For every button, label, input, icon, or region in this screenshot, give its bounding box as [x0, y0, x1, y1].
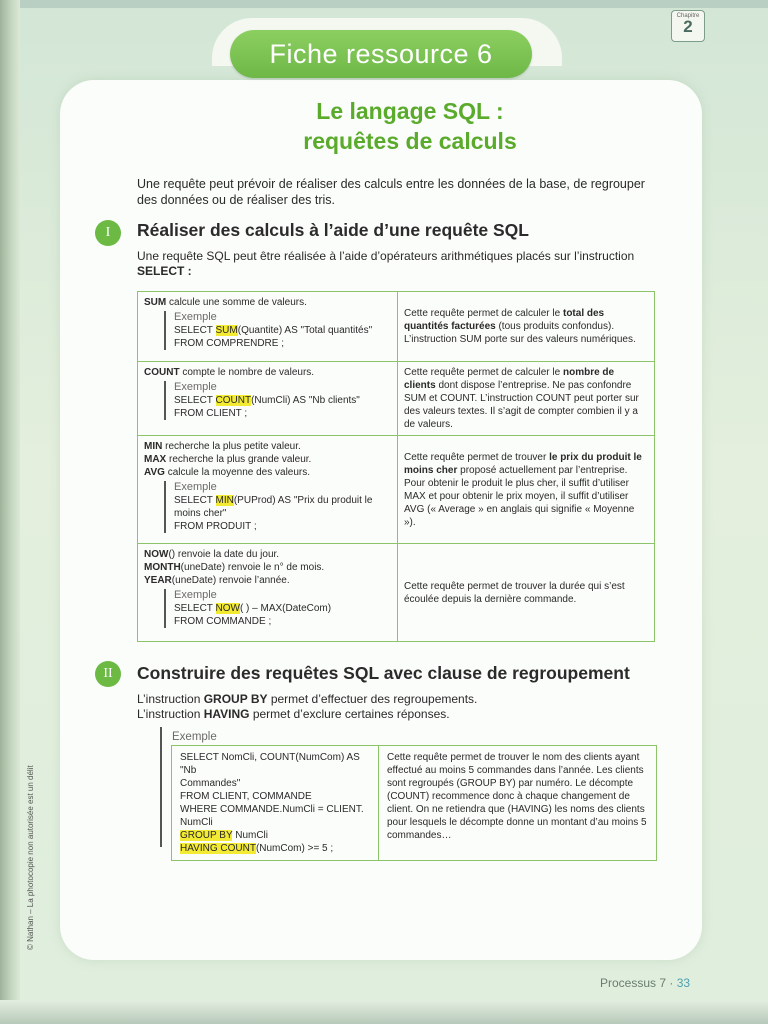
- line-2-text-a: L’instruction: [137, 707, 204, 721]
- group-by-example-row: [172, 746, 657, 861]
- select-rest: (Quantite) AS "Total quantités": [237, 325, 373, 336]
- copyright-notice: © Nathan – La photocopie non autorisée est un délit: [26, 765, 35, 950]
- example-block: [164, 481, 391, 533]
- example-2-label: Exemple: [172, 731, 217, 743]
- function-keyword: AVG: [144, 467, 165, 478]
- function-description: (uneDate) renvoie l’année.: [171, 575, 290, 586]
- function-keyword: MIN: [144, 441, 163, 452]
- page-top-edge: [20, 0, 768, 8]
- having-count-highlight: HAVING COUNT: [180, 843, 256, 854]
- function-definition-cell: [138, 362, 398, 436]
- explanation-text: Cette requête permet de trouver la durée qui s’est écoulée depuis la dernière commande.: [404, 580, 625, 605]
- group-by-code-cell: [172, 746, 379, 861]
- code-line-6: [180, 829, 370, 842]
- line-2-text-c: permet d’exclure certaines réponses.: [249, 707, 450, 721]
- sql-functions-table-body: [138, 292, 655, 642]
- function-explanation-cell: [398, 436, 655, 544]
- function-keyword: MONTH: [144, 562, 181, 573]
- select-keyword: SELECT: [174, 603, 216, 614]
- resource-sheet-title: Fiche ressource 6: [230, 30, 532, 78]
- explanation-text-end: proposé actuellement par l’entreprise. Pour obtenir le produit le plus cher, il suffit d’utiliser MAX et pour obtenir le prix moyen, il suffit d’utiliser AVG (« Average » en anglais qui signifie « Moyenne »).: [404, 464, 635, 528]
- function-description: (uneDate) renvoie le n° de mois.: [180, 562, 325, 573]
- code-line-1: SELECT NomCli, COUNT(NumCom) AS "Nb: [180, 752, 360, 776]
- function-highlight: COUNT: [215, 395, 252, 406]
- function-description: calcule la moyenne des valeurs.: [164, 467, 311, 478]
- sql-functions-table: [137, 291, 655, 642]
- line-1-text-a: L’instruction: [137, 692, 204, 706]
- example-from-line: FROM COMPRENDRE ;: [174, 338, 284, 349]
- function-explanation-cell: [398, 292, 655, 362]
- chapter-badge: [671, 10, 705, 42]
- group-by-explanation-cell: Cette requête permet de trouver le nom des clients ayant effectué au moins 5 commandes dans l’année. Les clients sont regroupés (GROUP BY) par numéro. Le décompte (COUNT) recommence donc à chaque changement de client. On ne retiendra que (HAVING) les noms des clients pour lesquels le décompte donne un montant d’au moins 5 commandes…: [379, 746, 657, 861]
- example-label: Exemple: [174, 311, 217, 323]
- section-2-lines: [137, 692, 662, 722]
- function-definition: [144, 296, 391, 309]
- function-highlight: MIN: [215, 495, 234, 506]
- section-2-line-2: [137, 707, 662, 722]
- explanation-text: Cette requête permet de calculer le: [404, 367, 563, 378]
- example-from-line: FROM CLIENT ;: [174, 408, 248, 419]
- line-2-keyword: HAVING: [203, 707, 250, 721]
- example-select-line: [174, 324, 391, 337]
- section-2-badge: II: [95, 661, 121, 687]
- intro-paragraph: Une requête peut prévoir de réaliser des calculs entre les données de la base, de regrouper des données ou de réaliser des tris.: [137, 177, 645, 207]
- function-definition: [144, 453, 391, 466]
- function-row: [138, 292, 655, 362]
- example-label: Exemple: [174, 589, 217, 601]
- function-explanation-cell: [398, 544, 655, 642]
- section-2-line-1: [137, 692, 662, 707]
- example-block: [164, 311, 391, 350]
- chapter-number: 2: [683, 17, 693, 36]
- function-definition: [144, 366, 391, 379]
- page-title: [160, 96, 660, 156]
- code-line-4: WHERE COMMANDE.NumCli = CLIENT.: [180, 804, 364, 815]
- line-1-text-c: permet d’effectuer des regroupements.: [267, 692, 478, 706]
- select-keyword: SELECT: [174, 495, 216, 506]
- explanation-text-end: dont dispose l’entreprise. Ne pas confondre SUM et COUNT. L’instruction COUNT peut porter sur des valeurs textes. Il s’agit de compter combien il y a de valeurs.: [404, 380, 639, 430]
- function-description: calcule une somme de valeurs.: [166, 297, 307, 308]
- explanation-emphasis: total des quantités facturées: [404, 308, 605, 332]
- code-line-5: NumCli: [180, 817, 213, 828]
- code-line-3: FROM CLIENT, COMMANDE: [180, 791, 312, 802]
- section-1-intro-text: Une requête SQL peut être réalisée à l’aide d’opérateurs arithmétiques placés sur l’instruction: [137, 249, 635, 263]
- function-description: recherche la plus grande valeur.: [166, 454, 312, 465]
- select-keyword: SELECT: [174, 325, 216, 336]
- section-1-intro-keyword: SELECT :: [137, 264, 192, 278]
- example-select-line: [174, 394, 391, 407]
- example-block: [164, 381, 391, 420]
- example-select-line: [174, 602, 391, 615]
- example-label: Exemple: [174, 381, 217, 393]
- function-definition-cell: [138, 544, 398, 642]
- page-footer: [600, 976, 690, 990]
- select-rest: (PUProd) AS "Prix du produit le moins cher": [174, 495, 373, 519]
- function-description: compte le nombre de valeurs.: [179, 367, 315, 378]
- function-definition: [144, 466, 391, 479]
- function-definition: [144, 574, 391, 587]
- function-highlight: SUM: [215, 325, 238, 336]
- group-by-example-table: [171, 745, 657, 861]
- function-definition: [144, 561, 391, 574]
- example-from-line: FROM COMMANDE ;: [174, 616, 272, 627]
- explanation-text: Cette requête permet de trouver: [404, 451, 550, 463]
- select-keyword: SELECT: [174, 395, 216, 406]
- explanation-text-end: (tous produits confondus). L’instruction SUM porte sur des valeurs numériques.: [404, 321, 636, 345]
- section-1-intro: [137, 249, 662, 279]
- group-by-highlight: GROUP BY: [180, 830, 233, 841]
- line-1-keyword: GROUP BY: [203, 692, 268, 706]
- code-line-7-rest: (NumCom) >= 5 ;: [255, 843, 334, 854]
- title-line-1: Le langage SQL :: [316, 98, 504, 124]
- section-2-title: Construire des requêtes SQL avec clause de regroupement: [137, 663, 630, 683]
- function-row: [138, 436, 655, 544]
- code-line-7: [180, 842, 370, 855]
- function-keyword: COUNT: [144, 367, 180, 378]
- function-description: recherche la plus petite valeur.: [162, 441, 301, 452]
- select-rest: (NumCli) AS "Nb clients": [251, 395, 360, 406]
- section-1-badge: I: [95, 220, 121, 246]
- function-description: () renvoie la date du jour.: [168, 549, 280, 560]
- function-keyword: MAX: [144, 454, 167, 465]
- explanation-text: Cette requête permet de calculer le: [404, 308, 563, 319]
- chapter-label: Chapitre: [676, 13, 700, 19]
- code-line-6-rest: NumCli: [232, 830, 268, 841]
- example-from-line: FROM PRODUIT ;: [174, 521, 257, 532]
- explanation-emphasis: le prix du produit le moins cher: [404, 451, 642, 476]
- example-block: [164, 589, 391, 628]
- function-definition: [144, 440, 391, 453]
- select-rest: ( ) – MAX(DateCom): [239, 603, 332, 614]
- page-bottom-edge: [0, 1000, 768, 1024]
- function-keyword: NOW: [144, 549, 169, 560]
- function-definition: [144, 548, 391, 561]
- example-select-line: [174, 494, 391, 520]
- section-1-title: Réaliser des calculs à l’aide d’une requête SQL: [137, 220, 529, 240]
- function-definition-cell: [138, 436, 398, 544]
- function-definition-cell: [138, 292, 398, 362]
- function-row: [138, 362, 655, 436]
- footer-label: Processus 7 ·: [600, 976, 677, 990]
- page-number: 33: [676, 976, 691, 990]
- function-keyword: SUM: [144, 297, 167, 308]
- function-row: [138, 544, 655, 642]
- explanation-emphasis: nombre de clients: [404, 367, 615, 391]
- example-label: Exemple: [174, 481, 217, 493]
- function-highlight: NOW: [215, 603, 240, 614]
- book-spine-edge: [0, 0, 20, 1024]
- function-keyword: YEAR: [144, 575, 172, 586]
- title-line-2: requêtes de calculs: [303, 128, 517, 154]
- code-line-2: Commandes": [180, 778, 241, 789]
- function-explanation-cell: [398, 362, 655, 436]
